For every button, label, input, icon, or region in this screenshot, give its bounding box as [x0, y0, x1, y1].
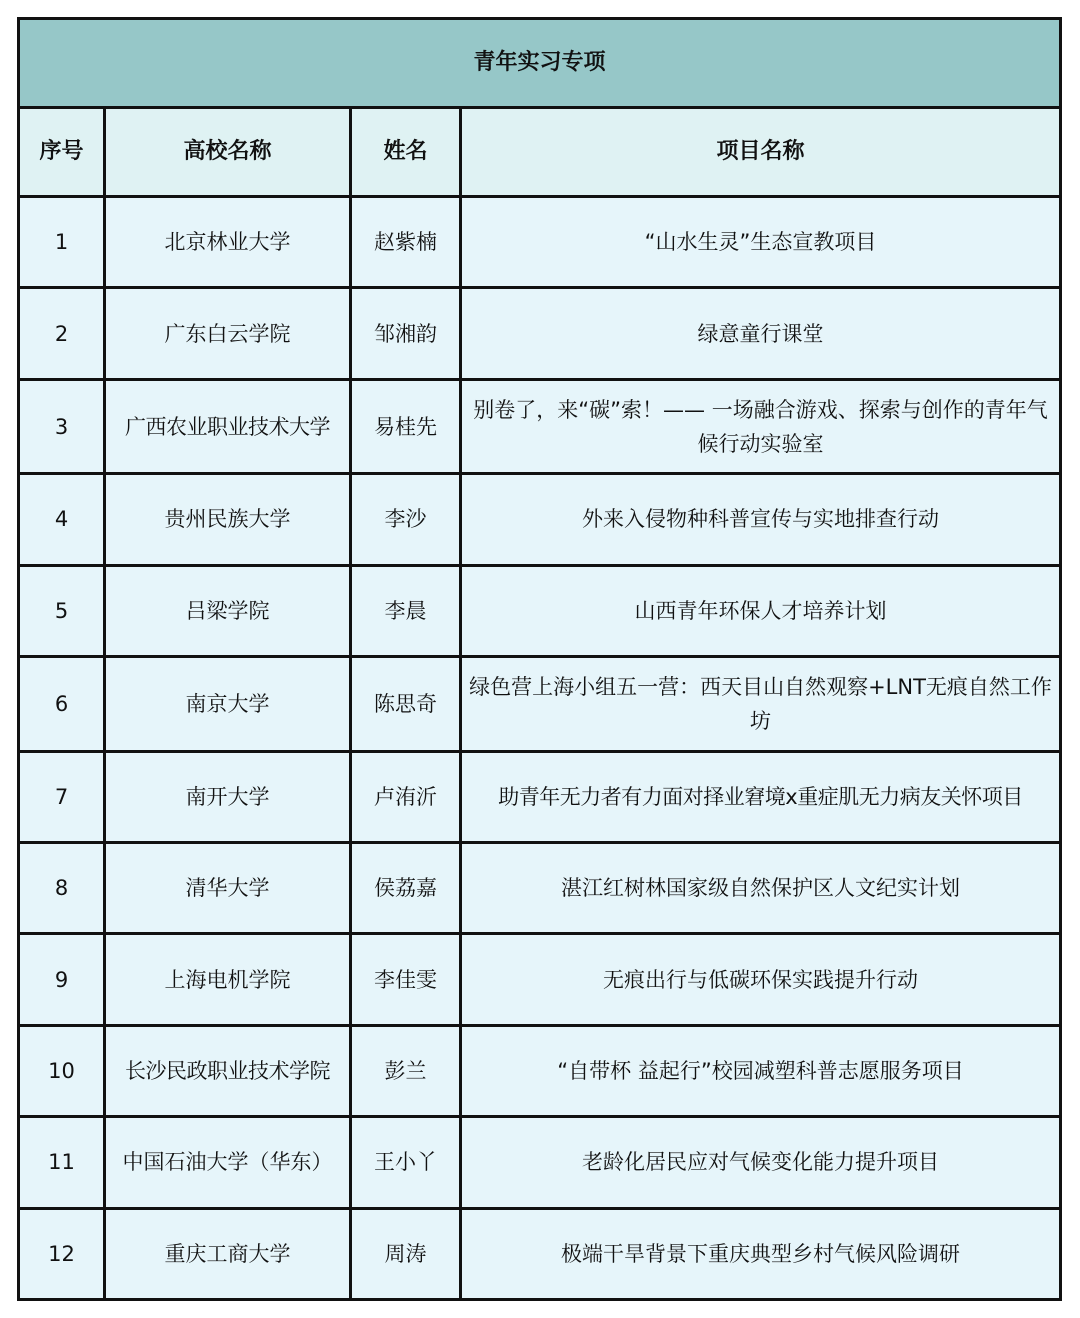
internship-table — [17, 17, 1062, 1301]
header-no: 序号 — [19, 108, 105, 197]
table-row — [19, 1117, 1061, 1208]
cell-name: 邹湘韵 — [351, 288, 461, 379]
cell-project: 绿色营上海小组五一营：西天目山自然观察+LNT无痕自然工作坊 — [461, 657, 1061, 751]
table-row — [19, 751, 1061, 842]
cell-no: 6 — [19, 657, 105, 751]
cell-no: 3 — [19, 379, 105, 473]
table-row — [19, 197, 1061, 288]
cell-project: “自带杯 益起行”校园减塑科普志愿服务项目 — [461, 1025, 1061, 1116]
cell-name: 易桂先 — [351, 379, 461, 473]
cell-school: 清华大学 — [105, 842, 351, 933]
cell-school: 长沙民政职业技术学院 — [105, 1025, 351, 1116]
cell-project: 湛江红树林国家级自然保护区人文纪实计划 — [461, 842, 1061, 933]
cell-no: 7 — [19, 751, 105, 842]
cell-project: 老龄化居民应对气候变化能力提升项目 — [461, 1117, 1061, 1208]
table-row — [19, 474, 1061, 565]
cell-no: 10 — [19, 1025, 105, 1116]
cell-school: 上海电机学院 — [105, 934, 351, 1025]
cell-no: 2 — [19, 288, 105, 379]
cell-no: 11 — [19, 1117, 105, 1208]
table-title: 青年实习专项 — [19, 19, 1061, 108]
cell-school: 南京大学 — [105, 657, 351, 751]
header-name: 姓名 — [351, 108, 461, 197]
cell-no: 5 — [19, 565, 105, 656]
cell-no: 1 — [19, 197, 105, 288]
cell-school: 重庆工商大学 — [105, 1208, 351, 1299]
cell-no: 8 — [19, 842, 105, 933]
table-row — [19, 1208, 1061, 1299]
cell-project: 助青年无力者有力面对择业窘境x重症肌无力病友关怀项目 — [461, 751, 1061, 842]
cell-school: 广西农业职业技术大学 — [105, 379, 351, 473]
cell-school: 吕梁学院 — [105, 565, 351, 656]
cell-project: “山水生灵”生态宣教项目 — [461, 197, 1061, 288]
header-project: 项目名称 — [461, 108, 1061, 197]
header-school: 高校名称 — [105, 108, 351, 197]
cell-name: 卢洧沂 — [351, 751, 461, 842]
cell-no: 12 — [19, 1208, 105, 1299]
cell-no: 4 — [19, 474, 105, 565]
cell-school: 北京林业大学 — [105, 197, 351, 288]
cell-project: 绿意童行课堂 — [461, 288, 1061, 379]
cell-project: 无痕出行与低碳环保实践提升行动 — [461, 934, 1061, 1025]
cell-project: 别卷了，来“碳”索！—— 一场融合游戏、探索与创作的青年气候行动实验室 — [461, 379, 1061, 473]
cell-name: 侯荔嘉 — [351, 842, 461, 933]
cell-school: 南开大学 — [105, 751, 351, 842]
table-row — [19, 379, 1061, 473]
cell-name: 周涛 — [351, 1208, 461, 1299]
cell-name: 彭兰 — [351, 1025, 461, 1116]
table-title-row — [19, 19, 1061, 108]
cell-project: 外来入侵物种科普宣传与实地排查行动 — [461, 474, 1061, 565]
table-row — [19, 288, 1061, 379]
table-row — [19, 842, 1061, 933]
table-row — [19, 565, 1061, 656]
table-row — [19, 1025, 1061, 1116]
cell-name: 李佳雯 — [351, 934, 461, 1025]
cell-name: 陈思奇 — [351, 657, 461, 751]
table-row — [19, 934, 1061, 1025]
cell-school: 中国石油大学（华东） — [105, 1117, 351, 1208]
cell-school: 广东白云学院 — [105, 288, 351, 379]
cell-project: 山西青年环保人才培养计划 — [461, 565, 1061, 656]
cell-no: 9 — [19, 934, 105, 1025]
table-header-row — [19, 108, 1061, 197]
cell-school: 贵州民族大学 — [105, 474, 351, 565]
cell-name: 李沙 — [351, 474, 461, 565]
cell-project: 极端干旱背景下重庆典型乡村气候风险调研 — [461, 1208, 1061, 1299]
cell-name: 赵紫楠 — [351, 197, 461, 288]
table-row — [19, 657, 1061, 751]
cell-name: 王小丫 — [351, 1117, 461, 1208]
cell-name: 李晨 — [351, 565, 461, 656]
